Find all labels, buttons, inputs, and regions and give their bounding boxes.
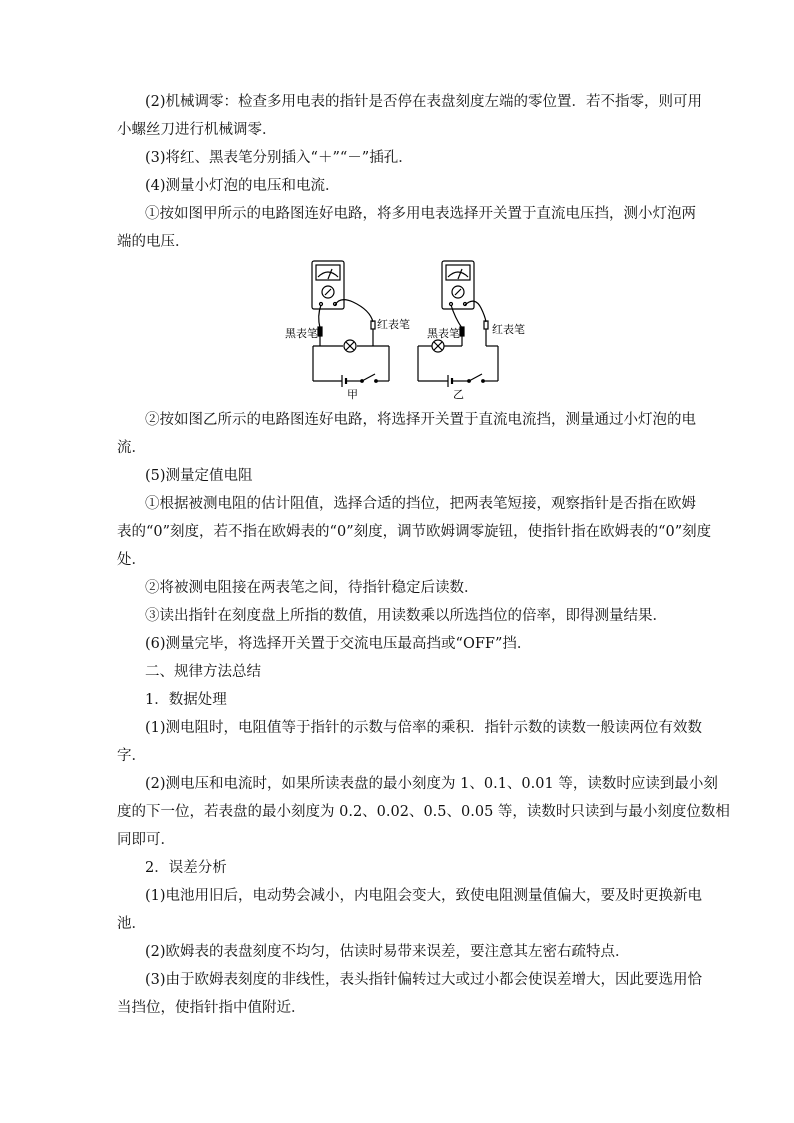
text-line: (2)机械调零：检查多用电表的指针是否停在表盘刻度左端的零位置．若不指零，则可用: [145, 94, 703, 110]
lamp-icon: [344, 340, 356, 352]
text-line: ②将被测电阻接在两表笔之间，待指针稳定后读数．: [145, 580, 479, 596]
text-line: ①按如图甲所示的电路图连好电路，将多用电表选择开关置于直流电压挡，测小灯泡两: [145, 206, 696, 222]
text-line: ①根据被测电阻的估计阻值，选择合适的挡位，把两表笔短接，观察指针是否指在欧姆: [145, 496, 696, 512]
multimeter-circuit-figure: [285, 258, 545, 400]
red-probe-label: 红表笔: [492, 323, 525, 336]
figure-caption: 乙: [453, 388, 464, 400]
text-line: 表的“0”刻度，若不指在欧姆表的“0”刻度，调节欧姆调零旋钮，使指针指在欧姆表的“0”刻度: [117, 524, 712, 540]
black-probe-label: 黑表笔: [285, 327, 318, 340]
multimeter-icon: [312, 261, 344, 309]
text-line: 流．: [117, 440, 146, 456]
text-line: 池．: [117, 916, 146, 932]
text-line: ②按如图乙所示的电路图连好电路，将选择开关置于直流电流挡，测量通过小灯泡的电: [145, 412, 696, 428]
subsection-heading: 1．数据处理: [145, 692, 227, 708]
figure-caption: 甲: [347, 388, 358, 400]
text-line: (5)测量定值电阻: [145, 468, 253, 484]
text-line: (2)欧姆表的表盘刻度不均匀，估读时易带来误差，要注意其左密右疏特点．: [145, 944, 630, 960]
text-line: (1)测电阻时，电阻值等于指针的示数与倍率的乘积．指针示数的读数一般读两位有效数: [145, 720, 703, 736]
text-line: 同即可．: [117, 832, 175, 848]
text-line: (6)测量完毕，将选择开关置于交流电压最高挡或“OFF”挡．: [145, 636, 532, 652]
switch-icon: [361, 374, 378, 382]
text-line: 端的电压．: [117, 234, 190, 250]
red-probe-label: 红表笔: [377, 318, 410, 331]
battery-icon: [342, 375, 346, 387]
text-line: 当挡位，使指针指中值附近．: [117, 1000, 306, 1016]
text-line: (4)测量小灯泡的电压和电流．: [145, 178, 340, 194]
text-line: 字．: [117, 748, 146, 764]
black-probe-label: 黑表笔: [427, 327, 460, 340]
text-line: 度的下一位，若表盘的最小刻度为 0.2、0.02、0.5、0.05 等，读数时只读到与最小刻度位数相: [117, 804, 730, 820]
text-line: 小螺丝刀进行机械调零．: [117, 122, 277, 138]
lamp-icon: [432, 340, 444, 352]
text-line: 处．: [117, 552, 146, 568]
text-line: (3)将红、黑表笔分别插入“＋”“－”插孔．: [145, 150, 413, 166]
subsection-heading: 2．误差分析: [145, 860, 227, 876]
text-line: (2)测电压和电流时，如果所读表盘的最小刻度为 1、0.1、0.01 等，读数时应读到最小刻: [145, 776, 718, 792]
battery-icon: [448, 375, 452, 387]
text-line: (3)由于欧姆表刻度的非线性，表头指针偏转过大或过小都会使误差增大，因此要选用恰: [145, 972, 703, 988]
text-line: (1)电池用旧后，电动势会减小，内电阻会变大，致使电阻测量值偏大，要及时更换新电: [145, 888, 703, 904]
switch-icon: [468, 374, 485, 382]
section-heading: 二、规律方法总结: [145, 664, 261, 680]
text-line: ③读出指针在刻度盘上所指的数值，用读数乘以所选挡位的倍率，即得测量结果．: [145, 608, 667, 624]
